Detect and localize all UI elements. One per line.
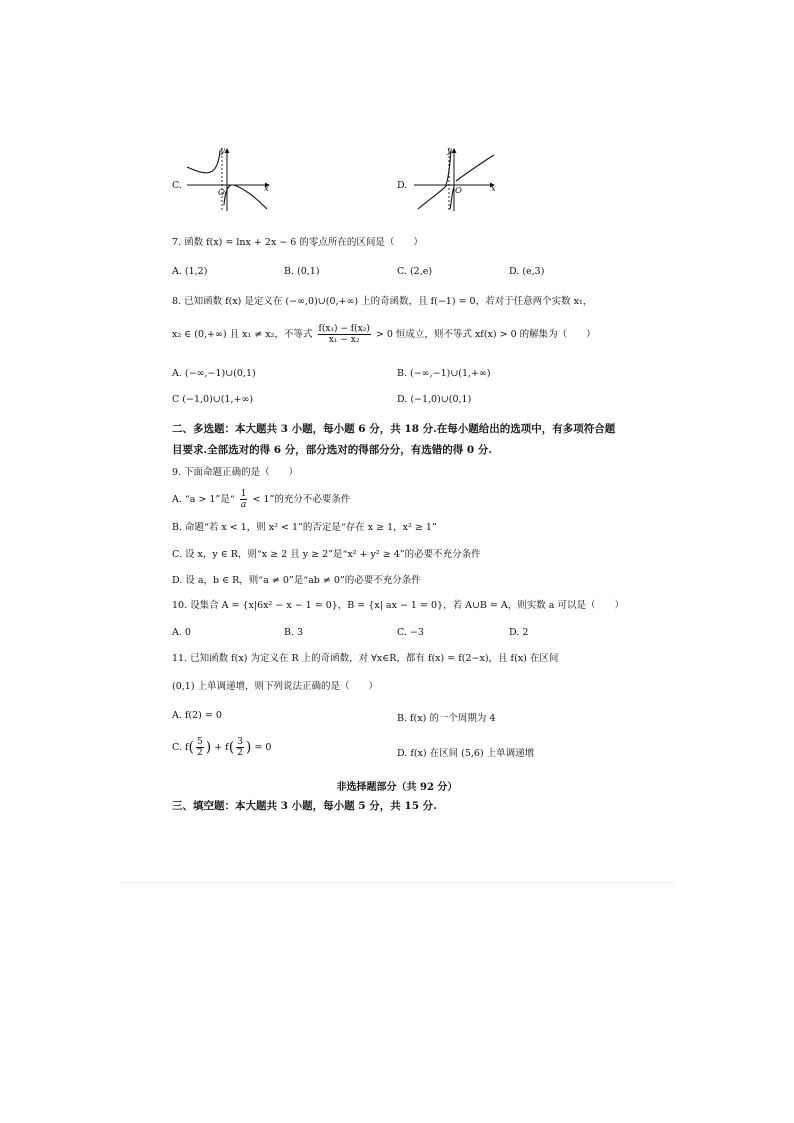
graph-c-label: C. xyxy=(172,180,182,191)
q9-option-a-fraction xyxy=(240,489,248,510)
part2-title: 非选择题部分（共 92 分） xyxy=(336,782,458,793)
q8-fraction xyxy=(318,324,371,345)
graph-d-curve-lower xyxy=(450,187,454,209)
graph-c xyxy=(185,145,275,215)
q11-fraction1-denominator: 2 xyxy=(196,748,203,758)
q11-stem-line1: 11. 已知函数 f(x) 为定义在 R 上的奇函数，对 ∀x∈R，都有 f(x) = f(2−x)，且 f(x) 在区间 xyxy=(172,653,559,664)
q7-option-a: A. (1,2) xyxy=(172,266,208,277)
q8-fraction-numerator: f(x₁) − f(x₂) xyxy=(318,324,370,334)
q10-option-c: C. −3 xyxy=(397,627,424,638)
section3-heading: 三、填空题：本大题共 3 小题，每小题 5 分，共 15 分. xyxy=(172,800,437,812)
q9-fraction-denominator: a xyxy=(240,500,247,510)
graph-d-x-label: x xyxy=(491,184,496,194)
q11-option-c-post: = 0 xyxy=(254,742,272,753)
q8-fraction-denominator: x₁ − x₂ xyxy=(328,335,360,345)
q8-option-c: C (−1,0)∪(1,+∞) xyxy=(172,394,254,405)
graph-d-curve-right xyxy=(456,155,494,181)
q11-option-c-mid: + f xyxy=(214,742,229,753)
graph-c-origin-label: O xyxy=(218,188,225,198)
q7-option-c: C. (2,e) xyxy=(397,266,433,277)
q7-option-d: D. (e,3) xyxy=(509,266,545,277)
q9-option-d: D. 设 a，b ∈ R，则“a ≠ 0”是“ab ≠ 0”的必要不充分条件 xyxy=(172,575,421,586)
graph-d-label: D. xyxy=(397,180,408,191)
page-divider xyxy=(120,882,675,883)
q10-option-d: D. 2 xyxy=(509,627,529,638)
q9-fraction-numerator: 1 xyxy=(240,489,247,499)
graph-d-y-arrow xyxy=(452,148,457,153)
q9-option-a-post: < 1”的充分不必要条件 xyxy=(252,494,351,505)
q8-option-b: B. (−∞,−1)∪(1,+∞) xyxy=(397,368,491,379)
graph-c-y-label: y xyxy=(220,146,225,156)
section2-heading-line2: 目要求.全部选对的得 6 分，部分选对的得部分分，有选错的得 0 分. xyxy=(172,444,493,456)
q9-option-b: B. 命题“若 x < 1，则 x² < 1”的否定是“存在 x ≥ 1，x² ≥ 1” xyxy=(172,522,437,533)
q9-option-a-pre: A. “a > 1”是“ xyxy=(172,494,235,505)
q8-stem-line1: 8. 已知函数 f(x) 是定义在 (−∞,0)∪(0,+∞) 上的奇函数，且 f(−1) = 0，若对于任意两个实数 x₁， xyxy=(172,296,593,307)
q11-stem-line2: (0,1) 上单调递增，则下列说法正确的是（ ） xyxy=(172,681,379,692)
graph-d-curve-left xyxy=(418,185,447,209)
graph-c-curve-left xyxy=(187,150,220,173)
q9-option-a xyxy=(172,489,350,510)
q8-option-a: A. (−∞,−1)∪(0,1) xyxy=(172,368,256,379)
graph-d xyxy=(412,145,502,215)
q9-stem: 9. 下面命题正确的是（ ） xyxy=(172,467,299,478)
section2-heading-line1: 二、多选题：本大题共 3 小题，每小题 6 分，共 18 分.在每小题给出的选项中，有多项符合题 xyxy=(172,423,616,435)
graph-d-y-label: y xyxy=(447,146,452,156)
q8-option-d: D. (−1,0)∪(0,1) xyxy=(397,394,472,405)
q10-option-a: A. 0 xyxy=(172,627,191,638)
q11-option-a: A. f(2) = 0 xyxy=(172,710,222,721)
q10-option-b: B. 3 xyxy=(284,627,304,638)
q11-option-c-fraction1 xyxy=(196,737,204,758)
q11-fraction2-numerator: 3 xyxy=(237,737,243,747)
graph-c-x-label: x xyxy=(264,184,269,194)
q11-option-c: C. f( $\frac{5}{2}$ ) + f( $\frac{3}{2}$ ) = 0 xyxy=(172,737,272,758)
q9-option-c: C. 设 x，y ∈ R，则“x ≥ 2 且 y ≥ 2”是“x² + y² ≥ 4”的必要不充分条件 xyxy=(172,549,481,560)
q10-stem: 10. 设集合 A = {x|6x² − x − 1 = 0}，B = {x| ax − 1 = 0}，若 A∪B = A，则实数 a 可以是（ ） xyxy=(172,600,624,611)
q7-option-b: B. (0,1) xyxy=(284,266,320,277)
q11-option-c-pre: C. f xyxy=(172,742,189,753)
graph-c-curve-right xyxy=(234,185,267,209)
q8-stem-line2-post: > 0 恒成立，则不等式 xf(x) > 0 的解集为（ ） xyxy=(375,329,596,340)
graph-c-y-arrow xyxy=(225,148,230,153)
q11-fraction1-numerator: 5 xyxy=(196,737,203,747)
q11-option-b: B. f(x) 的一个周期为 4 xyxy=(397,713,496,724)
q11-fraction2-denominator: 2 xyxy=(237,748,243,758)
q8-stem-line2-pre: x₂ ∈ (0,+∞) 且 x₁ ≠ x₂，不等式 xyxy=(172,329,313,340)
q8-stem-line2 xyxy=(172,324,596,345)
q11-option-d: D. f(x) 在区间 (5,6) 上单调递增 xyxy=(397,748,535,759)
q11-option-c-fraction2 xyxy=(236,737,244,758)
graph-d-origin-label: O xyxy=(455,186,462,196)
q7-stem: 7. 函数 f(x) = lnx + 2x − 6 的零点所在的区间是（ ） xyxy=(172,237,423,248)
